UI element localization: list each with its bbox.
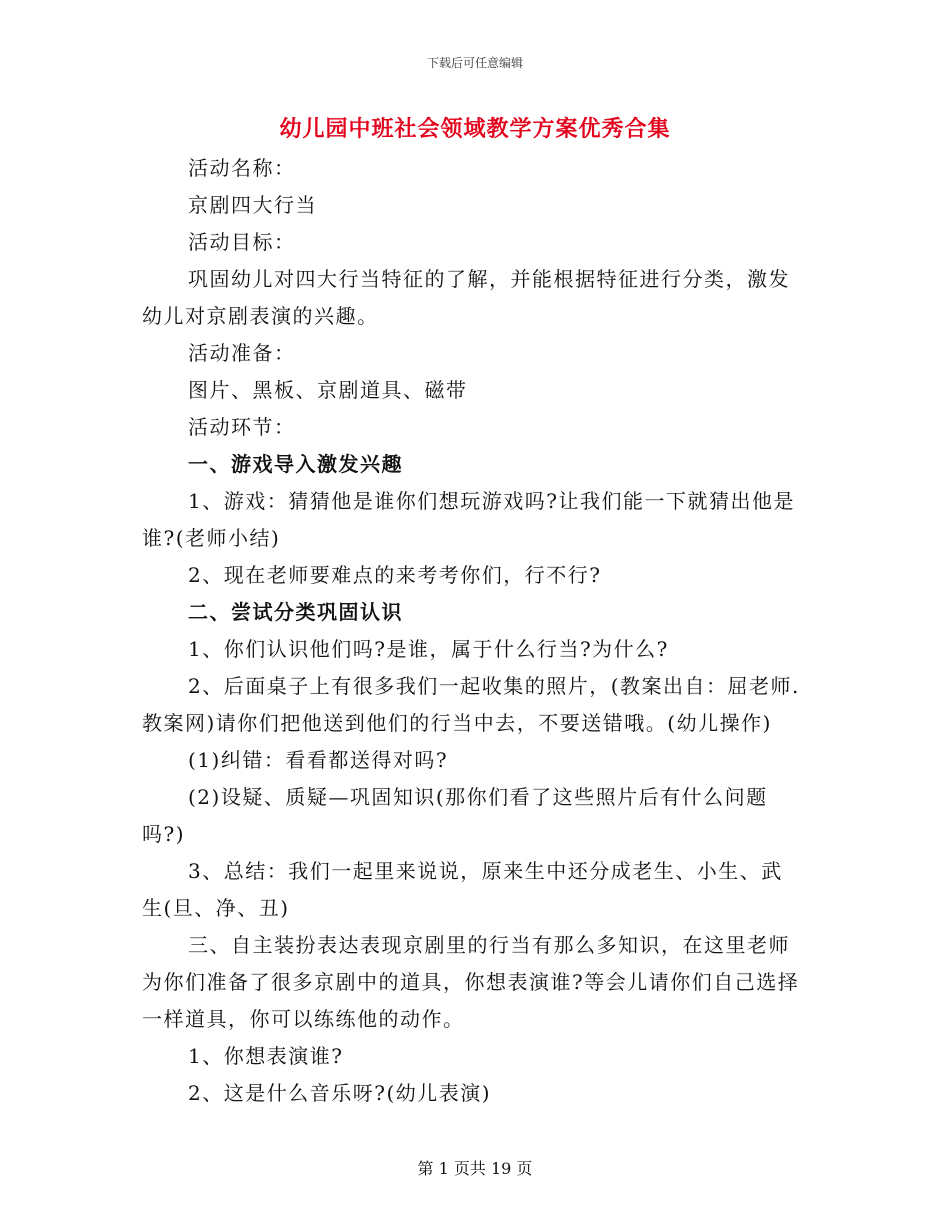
paragraph: 1、你想表演谁?	[188, 1044, 344, 1068]
paragraph: 1、游戏：猜猜他是谁你们想玩游戏吗?让我们能一下就猜出他是谁?(老师小结)	[142, 489, 795, 550]
paragraph: 2、后面桌子上有很多我们一起收集的照片，(教案出自：屈老师.教案网)请你们把他送到他们的行当中去，不要送错哦。(幼儿操作)	[142, 674, 800, 735]
paragraph: (1)纠错：看看都送得对吗?	[188, 748, 449, 772]
paragraph: 2、这是什么音乐呀?(幼儿表演)	[188, 1081, 492, 1105]
paragraph: 活动目标：	[188, 230, 296, 254]
document-body	[142, 150, 802, 1112]
paragraph: 活动环节：	[188, 415, 296, 439]
paragraph: 活动准备：	[188, 341, 296, 365]
header-note: 下载后可任意编辑	[426, 56, 523, 70]
paragraph: (2)设疑、质疑—巩固知识(那你们看了这些照片后有什么问题吗?)	[142, 785, 768, 846]
paragraph: 京剧四大行当	[188, 193, 317, 217]
document-title: 幼儿园中班社会领域教学方案优秀合集	[279, 117, 671, 142]
section-heading: 一、游戏导入激发兴趣	[188, 452, 403, 476]
paragraph: 1、你们认识他们吗?是谁，属于什么行当?为什么?	[188, 637, 669, 661]
paragraph: 活动名称：	[188, 156, 296, 180]
section-heading: 二、尝试分类巩固认识	[188, 600, 403, 624]
page-number: 第 1 页共 19 页	[417, 1159, 533, 1178]
paragraph: 2、现在老师要难点的来考考你们，行不行?	[188, 563, 602, 587]
paragraph: 图片、黑板、京剧道具、磁带	[188, 378, 468, 402]
paragraph: 巩固幼儿对四大行当特征的了解，并能根据特征进行分类，激发幼儿对京剧表演的兴趣。	[142, 267, 790, 328]
paragraph: 三、自主装扮表达表现京剧里的行当有那么多知识，在这里老师为你们准备了很多京剧中的道具，你想表演谁?等会儿请你们自己选择一样道具，你可以练练他的动作。	[142, 933, 800, 1031]
paragraph: 3、总结：我们一起里来说说，原来生中还分成老生、小生、武生(旦、净、丑)	[142, 859, 783, 920]
